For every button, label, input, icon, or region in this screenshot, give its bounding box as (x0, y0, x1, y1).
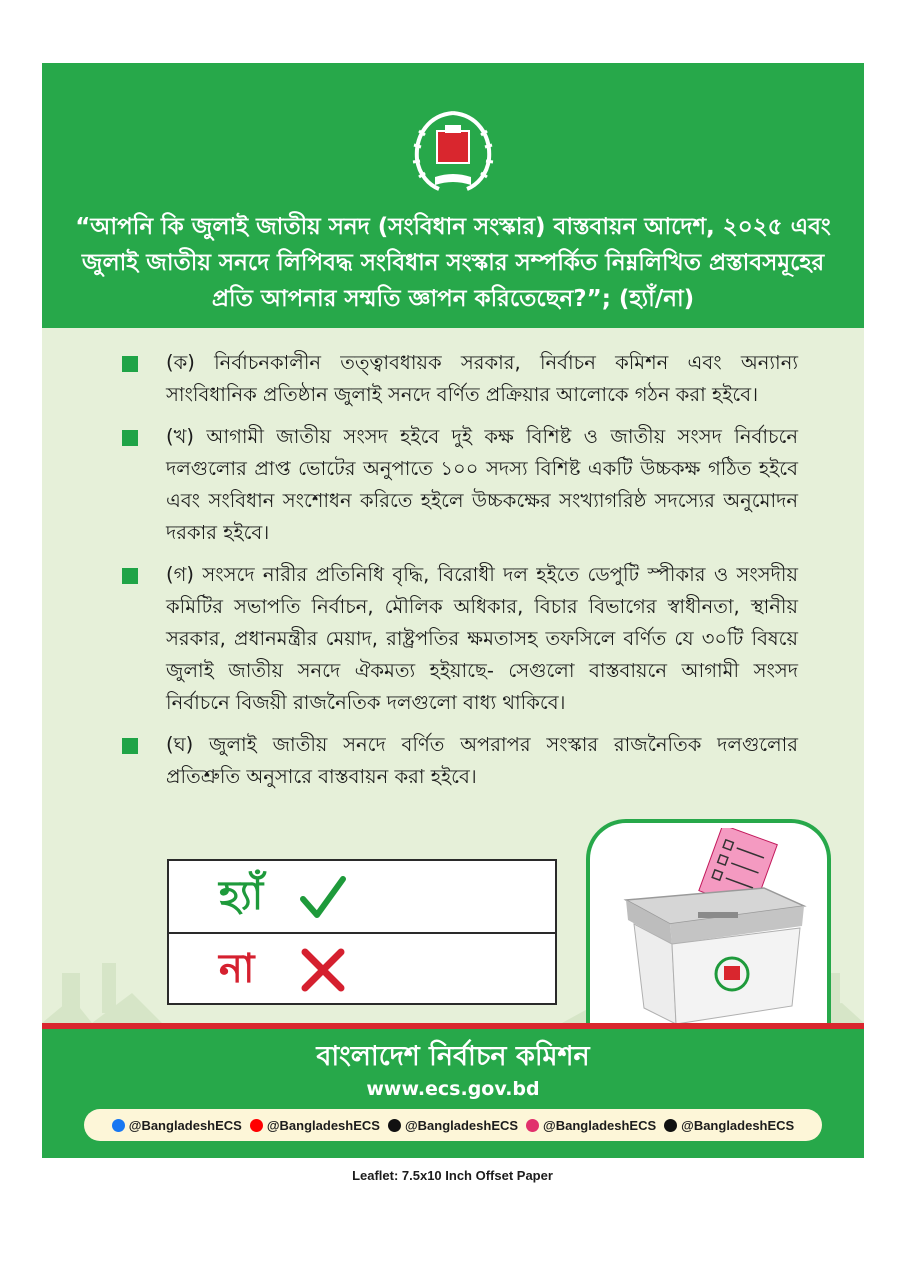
social-x[interactable] (664, 1118, 794, 1133)
bullet-marker (122, 568, 138, 584)
leaflet (42, 63, 864, 1158)
social-facebook[interactable] (112, 1118, 242, 1133)
ballot-box-illustration (614, 828, 814, 1028)
footer-banner (42, 1029, 864, 1158)
proposal-text: (খ) আগামী জাতীয় সংসদ হইবে দুই কক্ষ বিশিষ্ট ও জাতীয় সংসদ নির্বাচনে দলগুলোর প্রাপ্ত ভোটের অনুপাতে ১০০ সদস্য বিশিষ্ট একটি উচ্চকক্ষ গঠিত হইবে এবং সংবিধান সংশোধন করিতে হইলে উচ্চকক্ষের সংখ্যাগরিষ্ঠ সদস্যের অনুমোদন দরকার হইবে। (166, 425, 798, 544)
social-tiktok[interactable] (388, 1118, 518, 1133)
social-handles-bar (84, 1109, 822, 1141)
referendum-question: “আপনি কি জুলাই জাতীয় সনদ (সংবিধান সংস্কার) বাস্তবায়ন আদেশ, ২০২৫ এবং জুলাই জাতীয় সনদে লিপিবদ্ধ সংবিধান সংস্কার সম্পর্কিত নিম্নলিখিত প্রস্তাবসমূহের প্রতি আপনার সম্মতি জ্ঞাপন করিতেছেন?”; (হ্যাঁ/না) (75, 214, 831, 312)
social-handle: @BangladeshECS (681, 1117, 795, 1133)
header-banner (42, 63, 864, 328)
proposal-list (122, 347, 798, 803)
proposal-item-gha (122, 729, 798, 793)
social-handle: @BangladeshECS (404, 1117, 519, 1133)
proposal-item-ka (122, 347, 798, 411)
social-handle: @BangladeshECS (543, 1117, 657, 1133)
social-handle: @BangladeshECS (266, 1117, 380, 1133)
bullet-marker (122, 430, 138, 446)
youtube-icon (250, 1119, 263, 1132)
proposal-text: (ক) নির্বাচনকালীন তত্ত্বাবধায়ক সরকার, নির্বাচন কমিশন এবং অন্যান্য সাংবিধানিক প্রতিষ্ঠান জুলাই সনদে বর্ণিত প্রক্রিয়ার আলোকে গঠন করা হইবে। (166, 351, 798, 406)
cross-mark-icon (297, 944, 349, 996)
facebook-icon (112, 1119, 125, 1132)
instagram-icon (526, 1119, 539, 1132)
yes-no-answer-box (167, 859, 557, 1005)
proposal-item-ga (122, 559, 798, 719)
check-mark-icon (297, 871, 349, 923)
print-spec-caption: Leaflet: 7.5x10 Inch Offset Paper (352, 1168, 553, 1183)
x-icon (664, 1119, 677, 1132)
social-instagram[interactable] (526, 1118, 656, 1133)
proposal-text: (গ) সংসদে নারীর প্রতিনিধি বৃদ্ধি, বিরোধী দল হইতে ডেপুটি স্পীকার ও সংসদীয় কমিটির সভাপতি নির্বাচন, মৌলিক অধিকার, বিচার বিভাগের স্বাধীনতা, স্থানীয় সরকার, প্রধানমন্ত্রীর মেয়াদ, রাষ্ট্রপতির ক্ষমতাসহ তফসিলে বর্ণিত যে ৩০টি বিষয়ে জুলাই জাতীয় সনদে ঐকমত্য হইয়াছে- সেগুলো বাস্তবায়নে আগামী সংসদ নির্বাচনে বিজয়ী রাজনৈতিক দলগুলো বাধ্য থাকিবে। (166, 563, 798, 714)
answer-option-no (169, 934, 555, 1005)
proposal-item-kha (122, 421, 798, 549)
yes-label: হ্যাঁ (219, 873, 264, 919)
bullet-marker (122, 356, 138, 372)
organization-name: বাংলাদেশ নির্বাচন কমিশন (316, 1041, 590, 1072)
no-label: না (219, 946, 255, 992)
tiktok-icon (388, 1119, 401, 1132)
social-handle: @BangladeshECS (128, 1117, 242, 1133)
website-link[interactable]: www.ecs.gov.bd (366, 1078, 540, 1100)
proposal-text: (ঘ) জুলাই জাতীয় সনদে বর্ণিত অপরাপর সংস্কার রাজনৈতিক দলগুলোর প্রতিশ্রুতি অনুসারে বাস্তবায়ন করা হইবে। (166, 733, 798, 788)
bullet-marker (122, 738, 138, 754)
election-commission-emblem (407, 105, 499, 197)
social-youtube[interactable] (250, 1118, 380, 1133)
answer-option-yes (169, 861, 555, 934)
